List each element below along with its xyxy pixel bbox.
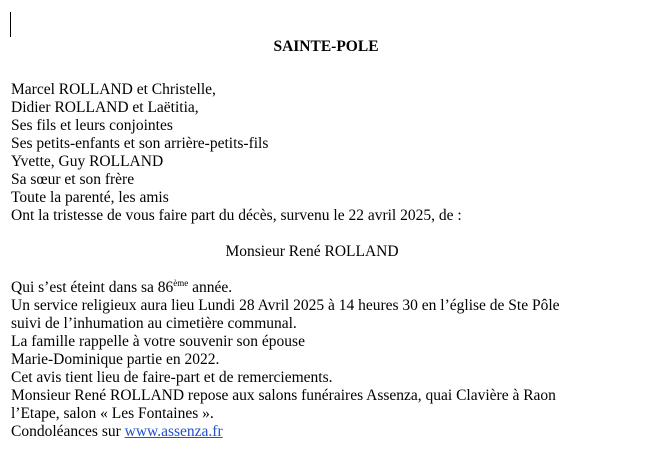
- info-line: La famille rappelle à votre souvenir son épouse: [11, 333, 305, 350]
- condolences-line: [11, 423, 560, 441]
- family-line: Ses fils et leurs conjointes: [11, 117, 173, 134]
- announcement-line: Ont la tristesse de vous faire part du décès, survenu le 22 avril 2025, de :: [11, 207, 462, 224]
- family-block: [11, 81, 462, 225]
- age-line: [11, 279, 560, 297]
- deceased-name: Monsieur René ROLLAND: [225, 243, 399, 260]
- family-line: Marcel ROLLAND et Christelle,: [11, 81, 216, 98]
- info-line: Marie-Dominique partie en 2022.: [11, 351, 220, 368]
- info-line: suivi de l’inhumation au cimetière communal.: [11, 315, 297, 332]
- age-superscript: ème: [173, 278, 189, 288]
- info-line: Cet avis tient lieu de faire-part et de remerciements.: [11, 369, 333, 386]
- family-line: Yvette, Guy ROLLAND: [11, 153, 164, 170]
- info-line: l’Etape, salon « Les Fontaines ».: [11, 405, 214, 422]
- page-title: SAINTE-POLE: [273, 38, 379, 55]
- text-cursor: [10, 12, 11, 37]
- family-line: Didier ROLLAND et Laëtitia,: [11, 99, 199, 116]
- family-line: Sa sœur et son frère: [11, 171, 135, 188]
- age-text-end: année.: [188, 279, 233, 296]
- family-line: Ses petits-enfants et son arrière-petits-fils: [11, 135, 269, 152]
- age-text: Qui s’est éteint dans sa 86: [11, 279, 174, 296]
- details-block: [11, 279, 560, 441]
- website-link[interactable]: www.assenza.fr: [124, 423, 223, 440]
- info-line: Un service religieux aura lieu Lundi 28 Avril 2025 à 14 heures 30 en l’église de Ste Pôle: [11, 297, 560, 314]
- family-line: Toute la parenté, les amis: [11, 189, 169, 206]
- condolences-label: Condoléances sur: [11, 423, 125, 440]
- info-line: Monsieur René ROLLAND repose aux salons funéraires Assenza, quai Clavière à Raon: [11, 387, 556, 404]
